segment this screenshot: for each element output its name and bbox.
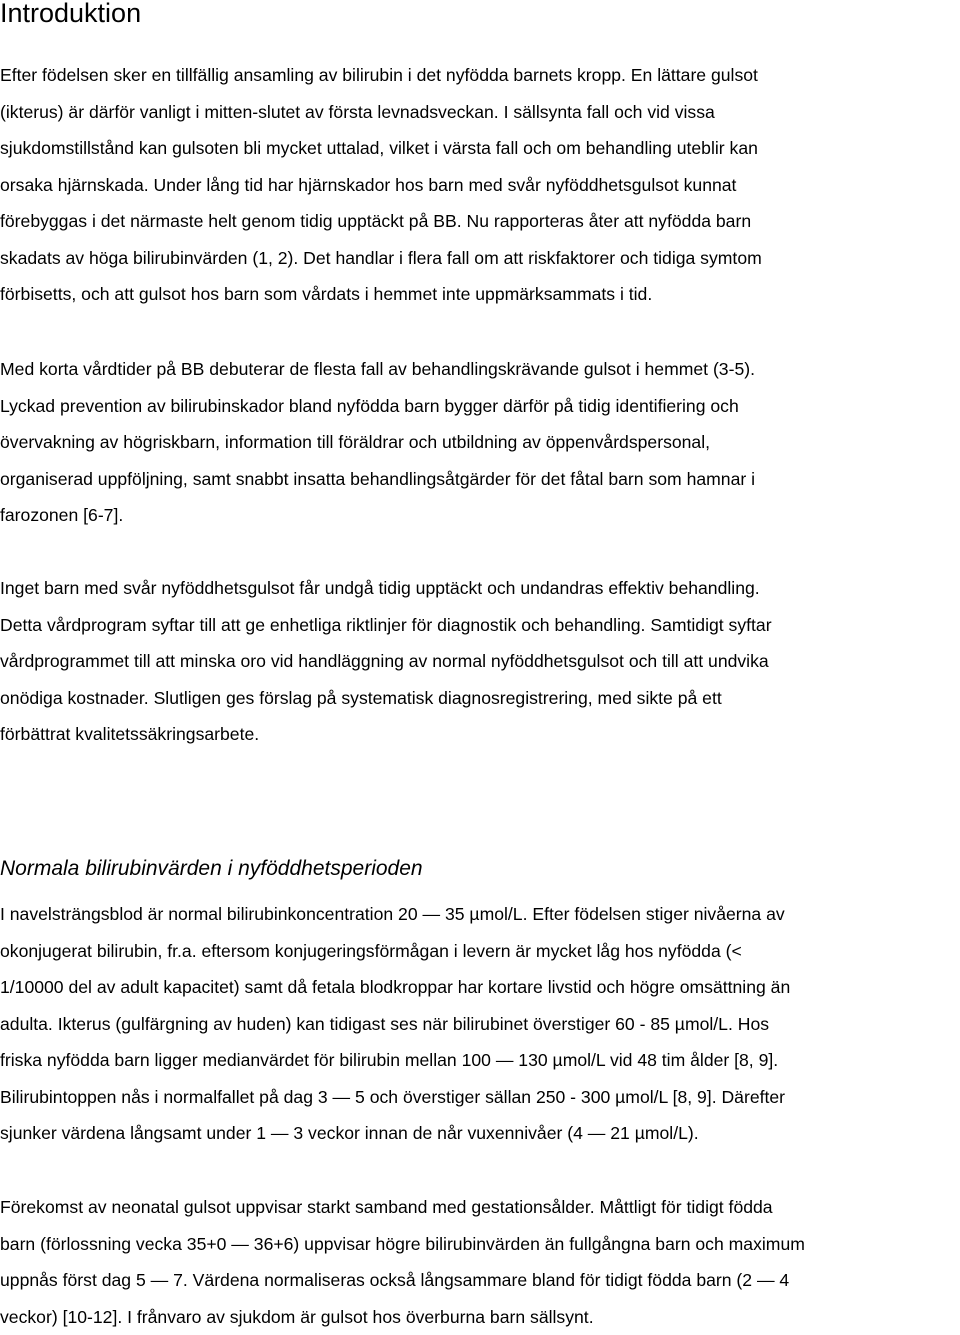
text-line: orsaka hjärnskada. Under lång tid har hjärnskador hos barn med svår nyföddhetsgulsot kunnat — [0, 167, 950, 204]
paragraph-normal-1 — [0, 896, 950, 1152]
text-line: vårdprogrammet till att minska oro vid handläggning av normal nyföddhetsgulsot och till att undvika — [0, 643, 950, 680]
text-line: okonjugerat bilirubin, fr.a. eftersom konjugeringsförmågan i levern är mycket låg hos nyfödda (< — [0, 933, 950, 970]
heading-introduktion: Introduktion — [0, 0, 950, 28]
text-line: Förekomst av neonatal gulsot uppvisar starkt samband med gestationsålder. Måttligt för tidigt födda — [0, 1189, 950, 1226]
text-line: Inget barn med svår nyföddhetsgulsot får undgå tidig upptäckt och undandras effektiv behandling. — [0, 570, 950, 607]
text-line: Bilirubintoppen nås i normalfallet på dag 3 — 5 och överstiger sällan 250 - 300 µmol/L [8, 9]. Därefter — [0, 1079, 950, 1116]
text-line: Detta vårdprogram syftar till att ge enhetliga riktlinjer för diagnostik och behandling. Samtidigt syftar — [0, 607, 950, 644]
text-line: sjunker värdena långsamt under 1 — 3 veckor innan de når vuxennivåer (4 — 21 µmol/L). — [0, 1115, 950, 1152]
text-line: förbisetts, och att gulsot hos barn som vårdats i hemmet inte uppmärksammats i tid. — [0, 276, 950, 313]
text-line: farozonen [6-7]. — [0, 497, 950, 534]
text-line: skadats av höga bilirubinvärden (1, 2). Det handlar i flera fall om att riskfaktorer och tidiga symtom — [0, 240, 950, 277]
text-line: Med korta vårdtider på BB debuterar de flesta fall av behandlingskrävande gulsot i hemmet (3-5). — [0, 351, 950, 388]
text-line: sjukdomstillstånd kan gulsoten bli mycket uttalad, vilket i värsta fall och om behandling uteblir kan — [0, 130, 950, 167]
text-line: 1/10000 del av adult kapacitet) samt då fetala blodkroppar har kortare livstid och högre omsättning än — [0, 969, 950, 1006]
text-line: adulta. Ikterus (gulfärgning av huden) kan tidigast ses när bilirubinet överstiger 60 - 85 µmol/L. Hos — [0, 1006, 950, 1043]
text-line: övervakning av högriskbarn, information till föräldrar och utbildning av öppenvårdspersonal, — [0, 424, 950, 461]
text-line: barn (förlossning vecka 35+0 — 36+6) uppvisar högre bilirubinvärden än fullgångna barn och maximum — [0, 1226, 950, 1263]
paragraph-normal-2 — [0, 1189, 950, 1335]
paragraph-intro-2 — [0, 351, 950, 534]
text-line: uppnås först dag 5 — 7. Värdena normaliseras också långsammare bland för tidigt födda barn (2 — 4 — [0, 1262, 950, 1299]
text-line: veckor) [10-12]. I frånvaro av sjukdom är gulsot hos överburna barn sällsynt. — [0, 1299, 950, 1335]
text-line: friska nyfödda barn ligger medianvärdet för bilirubin mellan 100 — 130 µmol/L vid 48 tim ålder [8, 9]. — [0, 1042, 950, 1079]
text-line: onödiga kostnader. Slutligen ges förslag på systematisk diagnosregistrering, med sikte på ett — [0, 680, 950, 717]
text-line: Efter födelsen sker en tillfällig ansamling av bilirubin i det nyfödda barnets kropp. En lättare gulsot — [0, 57, 950, 94]
paragraph-intro-3 — [0, 570, 950, 753]
text-line: Lyckad prevention av bilirubinskador bland nyfödda barn bygger därför på tidig identifiering och — [0, 388, 950, 425]
text-line: förebyggas i det närmaste helt genom tidig upptäckt på BB. Nu rapporteras åter att nyfödda barn — [0, 203, 950, 240]
heading-normala-bilirubinvarden: Normala bilirubinvärden i nyföddhetsperioden — [0, 857, 950, 881]
text-line: I navelsträngsblod är normal bilirubinkoncentration 20 — 35 µmol/L. Efter födelsen stiger nivåerna av — [0, 896, 950, 933]
text-line: förbättrat kvalitetssäkringsarbete. — [0, 716, 950, 753]
text-line: organiserad uppföljning, samt snabbt insatta behandlingsåtgärder för det fåtal barn som hamnar i — [0, 461, 950, 498]
paragraph-intro-1 — [0, 57, 950, 313]
text-line: (ikterus) är därför vanligt i mitten-slutet av första levnadsveckan. I sällsynta fall och vid vissa — [0, 94, 950, 131]
